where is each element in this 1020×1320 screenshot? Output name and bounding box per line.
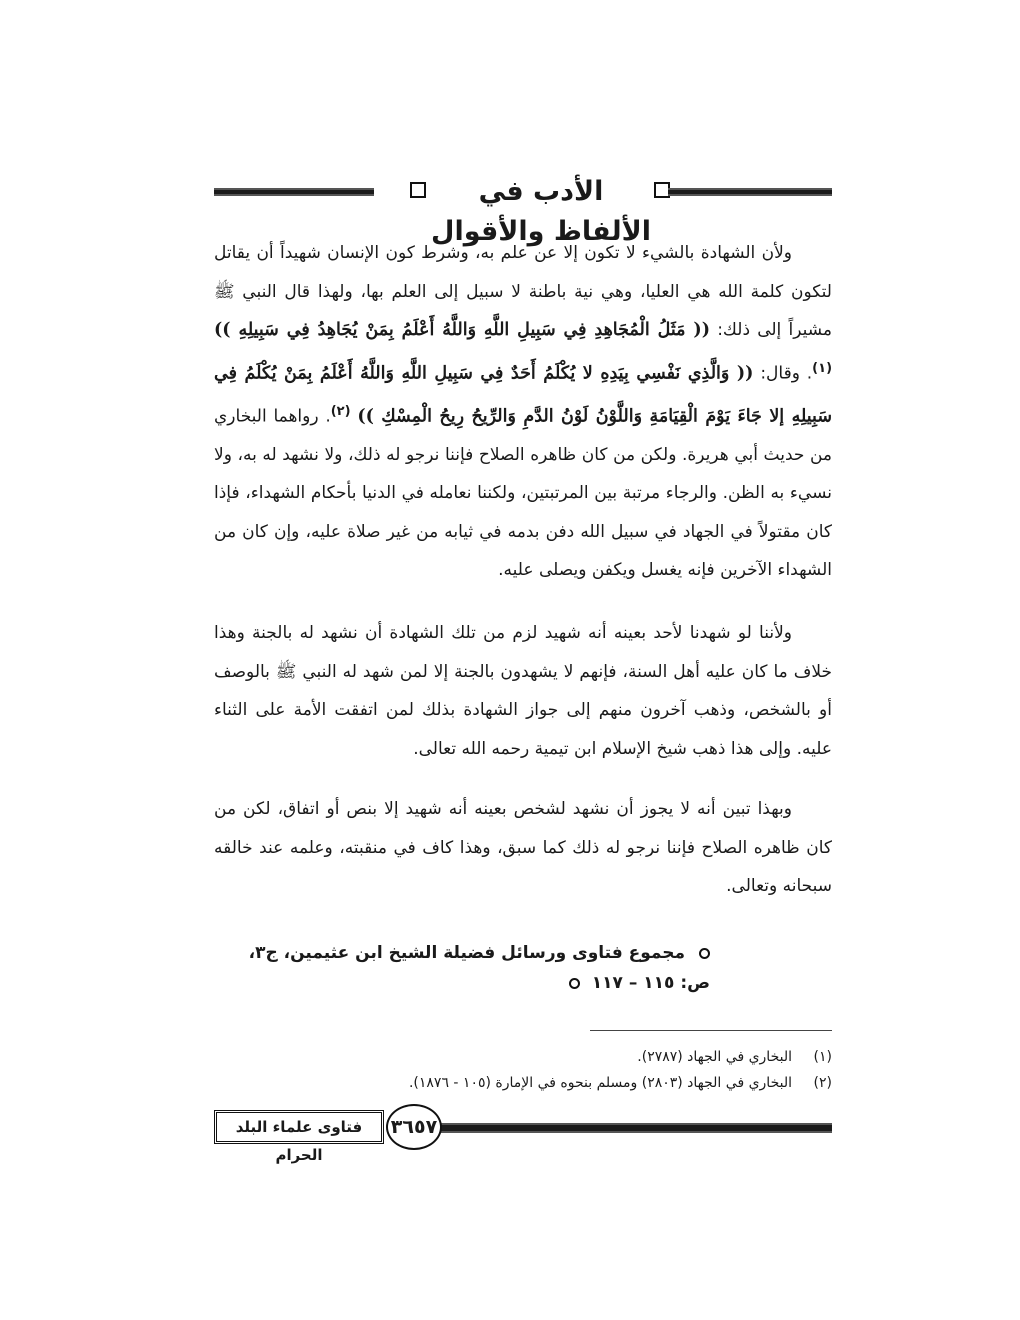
page-footer: [214, 1104, 832, 1164]
header-title: الأدب في الألفاظ والأقوال: [431, 176, 651, 247]
footnote-number: (٢): [813, 1075, 832, 1091]
footnote-text: البخاري في الجهاد (٢٨٠٣) ومسلم بنحوه في الإمارة (١٠٥ - ١٨٧٦).: [408, 1075, 792, 1091]
square-ornament-icon: [410, 182, 426, 198]
paragraph-3: [214, 790, 832, 906]
footer-rule: [434, 1123, 832, 1133]
source-text: مجموع فتاوى ورسائل فضيلة الشيخ ابن عثيمين، ج٣، ص: ١١٥ – ١١٧: [248, 943, 710, 993]
source-citation: [214, 938, 710, 993]
footnote-ref-2[interactable]: (٢): [330, 403, 351, 419]
paragraph-1-text: . وقال:: [760, 363, 813, 384]
footnote-item: [214, 1044, 832, 1070]
hadith-quote-1: (( مَثَلُ الْمُجَاهِدِ فِي سَبِيلِ اللَّهِ وَاللَّهُ أَعْلَمُ بِمَنْ يُجَاهِدُ فِي سَبِيلِهِ )): [214, 320, 710, 340]
footnote-ref-1[interactable]: (١): [812, 360, 833, 376]
paragraph-1-text: ولأن الشهادة بالشيء لا تكون إلا عن علم به، وشرط كون الإنسان شهيداً أن يقاتل لتكون كلمة الله هي العليا، وهي نية باطنة لا سبيل إلى العلم بها، ولهذا قال النبي ﷺ مشيراً إلى ذلك:: [214, 243, 832, 340]
page-number: ٣٦٥٧: [386, 1104, 442, 1150]
paragraph-2: [214, 614, 832, 768]
paragraph-2-text: ولأننا لو شهدنا لأحد بعينه أنه شهيد لزم من تلك الشهادة أن نشهد له بالجنة وهذا خلاف ما كان عليه أهل السنة، فإنهم لا يشهدون بالجنة إلا لمن شهد له النبي ﷺ بالوصف أو بالشخص، وذهب آخرون منهم إلى جواز الشهادة بذلك لمن اتفقت الأمة على الثناء عليه. وإلى هذا ذهب شيخ الإسلام ابن تيمية رحمه الله تعالى.: [214, 623, 832, 759]
paragraph-1-text: . رواهما البخاري من حديث أبي هريرة. ولكن من كان ظاهره الصلاح فإننا نرجو له ذلك، ولا نشهد له به، ولا نسيء به الظن. والرجاء مرتبة بين المرتبتين، ولكننا نعامله في الدنيا بأحكام الشهداء، فإذا كان مقتولاً في الجهاد في سبيل الله دفن بدمه في ثيابه من غير صلاة عليه، وإن كان من الشهداء الآخرين فإنه يغسل ويكفن ويصلى عليه.: [214, 406, 832, 581]
paragraph-1: [214, 234, 832, 590]
circle-ornament-icon: [569, 978, 580, 989]
book-title: فتاوى علماء البلد الحرام: [214, 1110, 384, 1144]
header-rule-right: [668, 188, 832, 196]
paragraph-3-text: وبهذا تبين أنه لا يجوز أن نشهد لشخص بعينه أنه شهيد إلا بنص أو اتفاق، لكن من كان ظاهره الصلاح فإننا نرجو له ذلك كما سبق، وهذا كاف في منقبته، وعلمه عند خالقه سبحانه وتعالى.: [214, 799, 832, 896]
footnotes: [214, 1044, 832, 1096]
footnote-text: البخاري في الجهاد (٢٧٨٧).: [637, 1049, 792, 1065]
footnote-divider: [590, 1030, 832, 1031]
hadith-quote-2: (( وَالَّذِي نَفْسِي بِيَدِهِ لا يُكْلَمُ أَحَدٌ فِي سَبِيلِ اللَّهِ وَاللَّهُ أَعْلَمُ بِمَنْ يُكْلَمُ فِي سَبِيلِهِ إلا جَاءَ يَوْمَ الْقِيَامَةِ وَاللَّوْنُ لَوْنُ الدَّمِ وَالرِّيحُ رِيحُ الْمِسْكِ )): [214, 363, 832, 427]
header-rule-left: [214, 188, 374, 196]
footnote-item: [214, 1070, 832, 1096]
page-header: [214, 172, 832, 247]
footnote-number: (١): [813, 1049, 832, 1065]
circle-ornament-icon: [699, 948, 710, 959]
